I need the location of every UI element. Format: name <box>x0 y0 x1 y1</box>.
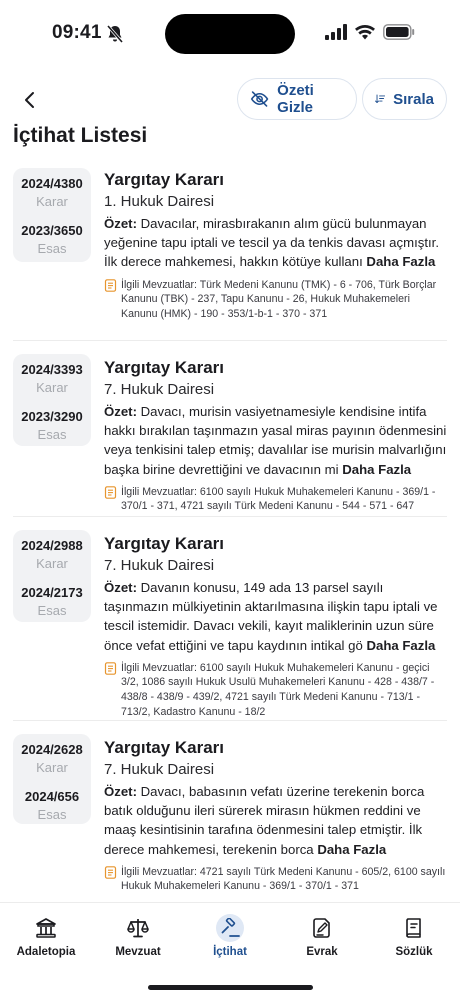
decision-number: 2024/2628 <box>21 742 83 757</box>
cellular-signal-icon <box>325 24 347 40</box>
nav-label: Adaletopia <box>16 946 76 958</box>
card-divider <box>13 340 447 341</box>
sort-label: Sırala <box>393 90 434 108</box>
card-title: Yargıtay Kararı <box>104 358 225 377</box>
summary-text: Davacı, murisin vasiyetnamesiyle kendisine intifa hakkı bırakılan taşınmazın yasal miras payının ödenmesini veya tenkisini talep etmiş; davalılar ise murisin malvarlığını başka birine devrettiğini ve davacının mi <box>104 404 447 477</box>
base-type-label: Esas <box>37 241 67 256</box>
more-link[interactable]: Daha Fazla <box>366 254 436 270</box>
status-indicators <box>325 24 415 40</box>
nav-label: İçtihat <box>213 946 247 958</box>
related-legislation <box>104 485 448 514</box>
card-chamber: 1. Hukuk Dairesi <box>104 193 215 210</box>
courthouse-icon <box>35 917 57 939</box>
wifi-icon <box>355 24 375 40</box>
nav-item-sozluk[interactable] <box>370 913 458 958</box>
related-legislation <box>104 661 448 719</box>
nav-label: Mevzuat <box>115 946 161 958</box>
card-summary <box>104 402 448 479</box>
document-icon <box>104 866 117 879</box>
back-button[interactable] <box>14 84 46 116</box>
summary-text: Davanın konusu, 149 ada 13 parsel sayılı taşınmazın mülkiyetinin aktarılmasına ilişkin tapu iptali ve tescil istemidir. Davacı vekili, kayıt maliklerinin uzun süre önce vefat ettiğini ve tapu kaydının intikal gö <box>104 580 438 653</box>
page-title: İçtihat Listesi <box>13 124 148 147</box>
base-number: 2023/3650 <box>21 223 83 238</box>
related-legislation <box>104 278 448 322</box>
base-type-label: Esas <box>37 427 67 442</box>
base-number: 2023/3290 <box>21 409 83 424</box>
active-indicator <box>216 914 244 942</box>
summary-prefix: Özet: <box>104 216 137 231</box>
status-time: 09:41 <box>52 22 102 43</box>
legislation-text: İlgili Mevzuatlar: 4721 sayılı Türk Medeni Kanunu - 605/2, 6100 sayılı Hukuk Muhakemeleri Kanunu - 369/1 - 370/1 - 371 <box>121 865 446 893</box>
decision-type-label: Karar <box>36 380 68 395</box>
status-bar <box>0 0 460 66</box>
more-link[interactable]: Daha Fazla <box>366 637 436 653</box>
nav-item-mevzuat[interactable] <box>94 913 182 958</box>
related-legislation <box>104 865 448 894</box>
decision-number: 2024/2988 <box>21 538 83 553</box>
decision-type-label: Karar <box>36 556 68 571</box>
summary-text: Davacılar, mirasbırakanın alım gücü bulunmayan yeğenine tapu iptali ve tescil ya da tenkis davası açmıştır. İlk derece mahkemesi, hakkın kötüye kullanı <box>104 216 439 270</box>
card-summary <box>104 782 448 859</box>
nav-item-evrak[interactable] <box>278 913 366 958</box>
sort-icon <box>375 89 385 109</box>
nav-item-ictihat[interactable] <box>186 913 274 958</box>
scales-icon <box>127 917 149 939</box>
home-indicator <box>148 985 313 990</box>
decision-number: 2024/4380 <box>21 176 83 191</box>
document-pen-icon <box>311 917 333 939</box>
legislation-text: İlgili Mevzuatlar: 6100 sayılı Hukuk Muhakemeleri Kanunu - 369/1 - 370/1 - 371, 4721 sayılı Türk Medeni Kanunu - 544 - 571 - 647 <box>121 485 436 513</box>
nav-label: Sözlük <box>395 946 433 958</box>
case-number-badge <box>13 354 91 446</box>
base-type-label: Esas <box>37 603 67 618</box>
hide-summary-button[interactable] <box>237 78 357 120</box>
sort-button[interactable] <box>362 78 447 120</box>
bell-off-icon <box>106 24 124 44</box>
nav-label: Evrak <box>306 946 338 958</box>
legislation-text: İlgili Mevzuatlar: 6100 sayılı Hukuk Muhakemeleri Kanunu - geçici 3/2, 1086 sayılı Hukuk Usulü Muhakemeleri Kanunu - 428 - 438/7 - 438/8 - 438/9 - 439/2, 4721 sayılı Türk Medeni Kanunu - 713/1 - 713/2, Kadastro Kanunu - 18/2 <box>121 661 435 718</box>
base-number: 2024/2173 <box>21 585 83 600</box>
decision-number: 2024/3393 <box>21 362 83 377</box>
eye-off-icon <box>250 89 269 109</box>
case-number-badge <box>13 168 91 262</box>
decision-type-label: Karar <box>36 760 68 775</box>
summary-prefix: Özet: <box>104 784 137 799</box>
case-number-badge <box>13 734 91 824</box>
nav-item-adaletopia[interactable] <box>2 913 90 958</box>
card-chamber: 7. Hukuk Dairesi <box>104 557 215 574</box>
card-title: Yargıtay Kararı <box>104 534 225 553</box>
summary-text: Davacı, babasının vefatı üzerine terekenin borca batık olduğunu ileri sürerek mirasın hükmen reddini ve maaş kesintisinin tarafına ödenmesini talep etmiştir. İlk derece mahkemesi, terekenin borca <box>104 784 425 857</box>
base-number: 2024/656 <box>24 789 80 804</box>
book-icon <box>403 917 425 939</box>
card-divider <box>13 720 447 721</box>
card-summary <box>104 214 448 272</box>
card-title: Yargıtay Kararı <box>104 170 225 189</box>
decision-type-label: Karar <box>36 194 68 209</box>
card-divider <box>13 516 447 517</box>
base-type-label: Esas <box>37 807 67 822</box>
hide-summary-label: Özeti Gizle <box>277 82 314 116</box>
card-chamber: 7. Hukuk Dairesi <box>104 381 215 398</box>
document-icon <box>104 279 117 292</box>
document-icon <box>104 662 117 675</box>
dynamic-island <box>165 14 295 54</box>
battery-icon <box>383 24 415 40</box>
summary-prefix: Özet: <box>104 580 137 595</box>
card-title: Yargıtay Kararı <box>104 738 225 757</box>
more-link[interactable]: Daha Fazla <box>317 841 387 857</box>
more-link[interactable]: Daha Fazla <box>342 461 412 477</box>
gavel-icon <box>220 918 240 938</box>
card-summary <box>104 578 448 655</box>
legislation-text: İlgili Mevzuatlar: Türk Medeni Kanunu (TMK) - 6 - 706, Türk Borçlar Kanunu (TBK) - 237, Tapu Kanunu - 26, Hukuk Muhakemeleri Kanunu (HMK) - 190 - 353/1-b-1 - 370 - 371 <box>121 278 437 320</box>
chevron-left-icon <box>23 91 37 109</box>
card-chamber: 7. Hukuk Dairesi <box>104 761 215 778</box>
summary-prefix: Özet: <box>104 404 137 419</box>
case-number-badge <box>13 530 91 622</box>
document-icon <box>104 486 117 499</box>
